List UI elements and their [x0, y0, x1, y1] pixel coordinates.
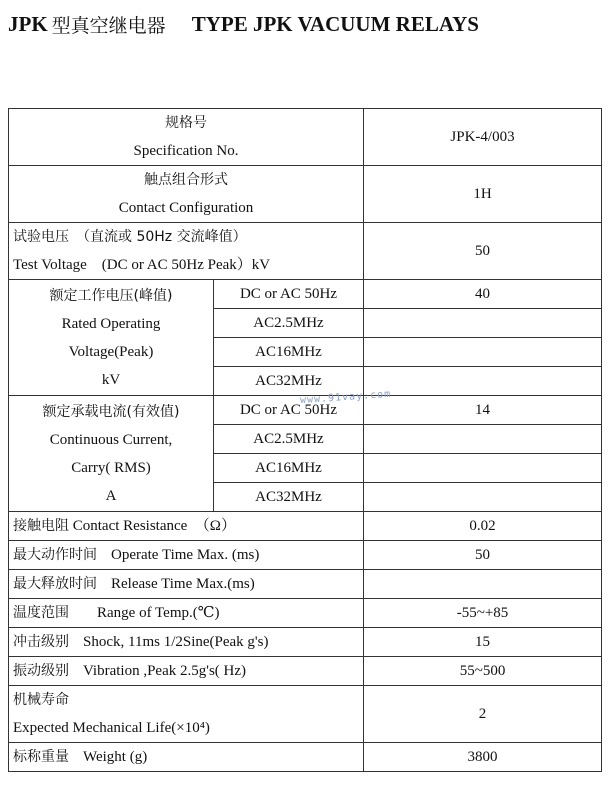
shock-label: 冲击级别 Shock, 11ms 1/2Sine(Peak g's) [9, 628, 364, 657]
rated-voltage-label: 额定工作电压(峰值) Rated Operating Voltage(Peak) kV [9, 280, 214, 396]
spec-table [8, 108, 602, 772]
continuous-current-freq: DC or AC 50Hz [214, 396, 364, 425]
table-row [9, 512, 602, 541]
spec-no-label: 规格号 Specification No. [9, 109, 364, 166]
weight-label: 标称重量 Weight (g) [9, 743, 364, 772]
page-title [8, 8, 608, 40]
continuous-current-value [364, 454, 602, 483]
rated-voltage-freq: AC2.5MHz [214, 309, 364, 338]
temp-range-value: -55~+85 [364, 599, 602, 628]
continuous-current-value: 14 [364, 396, 602, 425]
operate-time-label: 最大动作时间 Operate Time Max. (ms) [9, 541, 364, 570]
temp-range-label: 温度范围 Range of Temp.(℃) [9, 599, 364, 628]
table-row [9, 223, 602, 280]
spec-no-value: JPK-4/003 [364, 109, 602, 166]
table-row [9, 570, 602, 599]
table-row [9, 166, 602, 223]
table-row [9, 743, 602, 772]
table-row [9, 280, 602, 309]
watermark: www.91vay.com [299, 388, 392, 407]
continuous-current-freq: AC32MHz [214, 483, 364, 512]
contact-config-label: 触点组合形式 Contact Configuration [9, 166, 364, 223]
operate-time-value: 50 [364, 541, 602, 570]
mech-life-value: 2 [364, 686, 602, 743]
rated-voltage-freq: AC16MHz [214, 338, 364, 367]
rated-voltage-freq: AC32MHz [214, 367, 364, 396]
rated-voltage-value [364, 367, 602, 396]
contact-resistance-value: 0.02 [364, 512, 602, 541]
release-time-value [364, 570, 602, 599]
test-voltage-label: 试验电压 （直流或 50Hz 交流峰值） Test Voltage (DC or AC 50Hz Peak）kV [9, 223, 364, 280]
table-row [9, 628, 602, 657]
rated-voltage-freq: DC or AC 50Hz [214, 280, 364, 309]
weight-value: 3800 [364, 743, 602, 772]
continuous-current-label: 额定承载电流(有效值) Continuous Current, Carry( RMS) A [9, 396, 214, 512]
table-row [9, 686, 602, 743]
title-english: TYPE JPK VACUUM RELAYS [191, 11, 479, 36]
title-chinese: 型真空继电器 [51, 14, 166, 37]
rated-voltage-value [364, 309, 602, 338]
shock-value: 15 [364, 628, 602, 657]
vibration-value: 55~500 [364, 657, 602, 686]
table-row [9, 599, 602, 628]
continuous-current-freq: AC16MHz [214, 454, 364, 483]
table-row [9, 541, 602, 570]
continuous-current-freq: AC2.5MHz [214, 425, 364, 454]
table-row [9, 109, 602, 166]
rated-voltage-value [364, 338, 602, 367]
title-prefix: JPK [8, 11, 48, 36]
rated-voltage-value: 40 [364, 280, 602, 309]
contact-resistance-label: 接触电阻 Contact Resistance （Ω） [9, 512, 364, 541]
release-time-label: 最大释放时间 Release Time Max.(ms) [9, 570, 364, 599]
table-row [9, 657, 602, 686]
test-voltage-value: 50 [364, 223, 602, 280]
continuous-current-value [364, 425, 602, 454]
mech-life-label: 机械寿命 Expected Mechanical Life(×10⁴) [9, 686, 364, 743]
contact-config-value: 1H [364, 166, 602, 223]
continuous-current-value [364, 483, 602, 512]
vibration-label: 振动级别 Vibration ,Peak 2.5g's( Hz) [9, 657, 364, 686]
